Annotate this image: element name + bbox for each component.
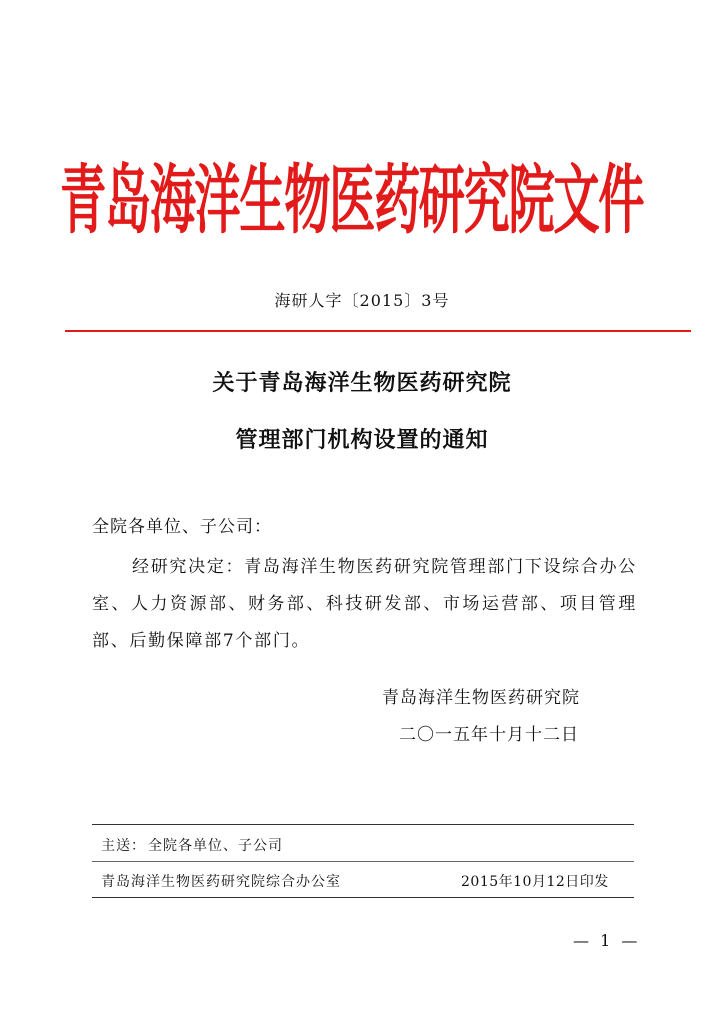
red-separator-line [65, 330, 691, 332]
document-header-title: 青岛海洋生物医药研究院文件 [60, 156, 644, 244]
footer-cc-label: 主送： [101, 838, 146, 854]
footer-issuing-office: 青岛海洋生物医药研究院综合办公室 [101, 874, 341, 890]
footer-rule-middle [92, 861, 634, 862]
footer-rule-bottom [92, 897, 634, 898]
footer-rule-top [92, 824, 634, 825]
notice-title-line-2: 管理部门机构设置的通知 [235, 427, 489, 453]
footer-print-date: 2015年10月12日印发 [461, 874, 609, 890]
document-number: 海研人字〔2015〕3号 [274, 291, 450, 310]
salutation: 全院各单位、子公司： [92, 517, 272, 537]
signature-date: 二〇一五年十月十二日 [399, 725, 579, 745]
footer-cc-value: 全院各单位、子公司 [148, 838, 283, 854]
signature-issuer: 青岛海洋生物医药研究院 [382, 688, 580, 708]
footer-cc [101, 835, 283, 855]
page-number: — 1 — [573, 931, 641, 950]
notice-body: 经研究决定：青岛海洋生物医药研究院管理部门下设综合办公室、人力资源部、财务部、科技研发部、市场运营部、项目管理部、后勤保障部7个部门。 [92, 557, 637, 651]
notice-title-line-1: 关于青岛海洋生物医药研究院 [212, 370, 512, 396]
